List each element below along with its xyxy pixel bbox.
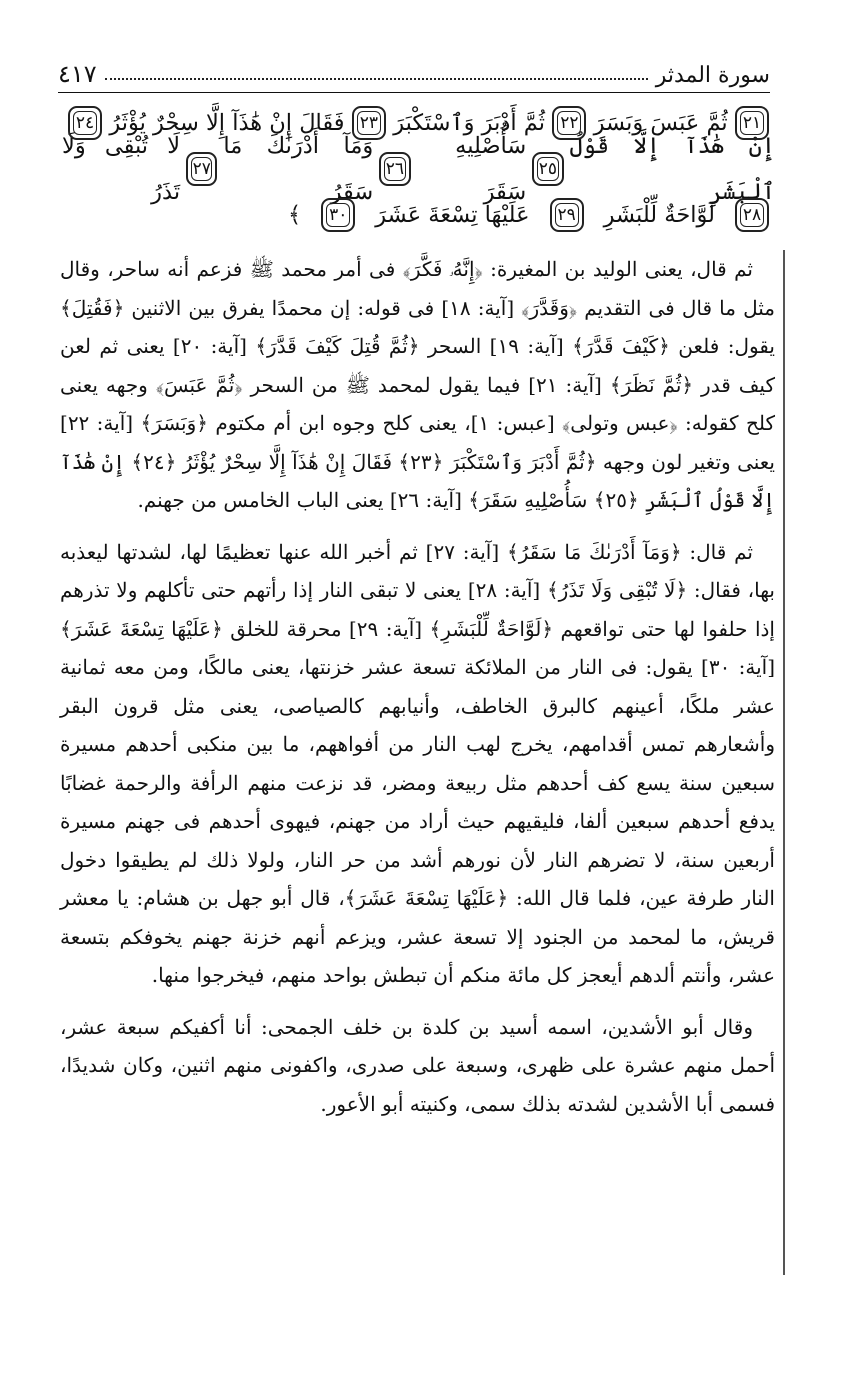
page-number: ٤١٧ [58, 60, 97, 88]
surah-title: سورة المدثر [655, 63, 770, 88]
paragraph: ثم قال، يعنى الوليد بن المغيرة: ﴿إِنَّهُۥ فَكَّرَ﴾ فى أمر محمد ﷺ فزعم أنه ساحر، وقال مثل ما قال فى التقديم ﴿وَقَدَّرَ﴾ [آية: ١٨] فى قوله: إن محمدًا يفرق بين الاثنين ﴿فَقُتِلَ﴾ يقول: فلعن ﴿كَيْفَ قَدَّرَ﴾ [آية: ١٩] السحر ﴿ثُمَّ قُتِلَ كَيْفَ قَدَّرَ﴾ [آية: ٢٠] يعنى ثم لعن كيف قدر ﴿ثُمَّ نَظَرَ﴾ [آية: ٢١] فيما يقول لمحمد ﷺ من السحر ﴿ثُمَّ عَبَسَ﴾ وجهه يعنى كلح كقوله: ﴿عبس وتولى﴾ [عبس: ١]، يعنى كلح وجوه ابن أم مكتوم ﴿وَبَسَرَ﴾ [آية: ٢٢] يعنى وتغير لون وجهه ﴿ثُمَّ أَدْبَرَ وَٱسْتَكْبَرَ ﴿٢٣﴾ فَقَالَ إِنْ هَٰذَآ إِلَّا سِحْرٌ يُؤْثَرُ ﴿٢٤﴾ إِنْ هَٰذَآ إِلَّا قَوْلُ ٱلْبَشَرِ ﴿٢٥﴾ سَأُصْلِيهِ سَقَرَ﴾ [آية: ٢٦] يعنى الباب الخامس من جهنم. [60, 257, 776, 512]
verse-text: إِنْ هَٰذَآ إِلَّا قَوْلُ ٱلْبَشَرِ [569, 133, 775, 205]
verse-marker: ٢٧ [186, 152, 217, 186]
verse-marker: ٢٥ [532, 152, 563, 186]
verse-text: لَا تُبْقِى وَلَا تَذَرُ [61, 133, 181, 205]
verse-marker: ٣٠ [321, 198, 355, 232]
verse-text: ثُمَّ عَبَسَ وَبَسَرَ [593, 110, 728, 136]
verse-marker: ٢٣ [352, 106, 386, 140]
verse-marker: ٢٩ [550, 198, 584, 232]
verse-marker: ٢٦ [379, 152, 410, 186]
running-header [58, 52, 770, 88]
verse-marker: ٢١ [735, 106, 769, 140]
verse-line [61, 133, 775, 205]
verse-marker: ٢٢ [552, 106, 586, 140]
paragraph: وقال أبو الأشدين، اسمه أسيد بن كلدة بن خلف الجمحى: أنا أكفيكم سبعة عشر، أحمل منهم عشرة على ظهرى، وسبعة على صدرى، واكفونى منهم اثنين، وكان شديدًا، فسمى أبا الأشدين لشدته بذلك سمى، وكنيته أبو الأعور. [60, 1014, 775, 1116]
verse-text: فَقَالَ إِنْ هَٰذَآ إِلَّا سِحْرٌ يُؤْثَرُ [109, 110, 345, 136]
quran-verses-block [62, 100, 775, 238]
verse-text: لَوَّاحَةٌ لِّلْبَشَرِ [603, 202, 715, 228]
paragraph: ثم قال: ﴿وَمَآ أَدْرَىٰكَ مَا سَقَرُ﴾ [آية: ٢٧] ثم أخبر الله عنها تعظيمًا لها، لشدتها ليعذبه بها، فقال: ﴿لَا تُبْقِى وَلَا تَذَرُ﴾ [آية: ٢٨] يعنى لا تبقى النار إذا رأتهم حتى تأكلهم ولا تذرهم إذا حلفوا لها حتى تواقعهم ﴿لَوَّاحَةٌ لِّلْبَشَرِ﴾ [آية: ٢٩] محرقة للخلق ﴿عَلَيْهَا تِسْعَةَ عَشَرَ﴾ [آية: ٣٠] يقول: فى النار من الملائكة تسعة عشر خزنتها، يعنى مالكًا، ومن معه ثمانية عشر ملكًا، أعينهم كالبرق الخاطف، وأنيابهم كالصياصى، يعنى مثل قرون البقر وأشعارهم تمس أقدامهم، يخرج لهب النار من أفواههم، ما بين منكبى أحدهم مسيرة سبعين سنة يسع كف أحدهم مثل ربيعة ومضر، قد نزعت منهم الرأفة والرحمة غضابًا يدفع أحدهم سبعين ألفا، فليقيهم حيث أراد من جهنم، فيهوى أحدهم فى جهنم مسيرة أربعين سنة، لا تضرهم النار لأن نورهم أشد من حر النار، ولولا ذلك لم يطيقوا دخول النار طرفة عين، فلما قال الله: ﴿عَلَيْهَا تِسْعَةَ عَشَرَ﴾، قال أبو جهل بن هشام: يا معشر قريش، ما لمحمد من الجنود إلا تسعة عشر، ويزعم أنهم خزنة جهنم يخوفكم بتسعة عشر، وأنتم ألدهم أيعجز كل مائة منكم أن تبطش بواحد منهم، فيخرجوا منها. [60, 539, 775, 987]
verse-marker: ٢٨ [735, 198, 769, 232]
header-rule [58, 92, 770, 93]
verse-marker: ٢٤ [68, 106, 102, 140]
margin-line [783, 250, 785, 1275]
leader-dots [105, 76, 648, 80]
tafsir-body [60, 250, 775, 1136]
verse-text: عَلَيْهَا تِسْعَةَ عَشَرَ [375, 202, 530, 228]
verse-close-bracket: ﴾ [288, 202, 302, 228]
verse-text: سَأُصْلِيهِ سَقَرَ [455, 133, 527, 205]
verse-text: ثُمَّ أَدْبَرَ وَٱسْتَكْبَرَ [393, 110, 545, 136]
verse-text: وَمَآ أَدْرَىٰكَ مَا سَقَرُ [223, 133, 374, 205]
